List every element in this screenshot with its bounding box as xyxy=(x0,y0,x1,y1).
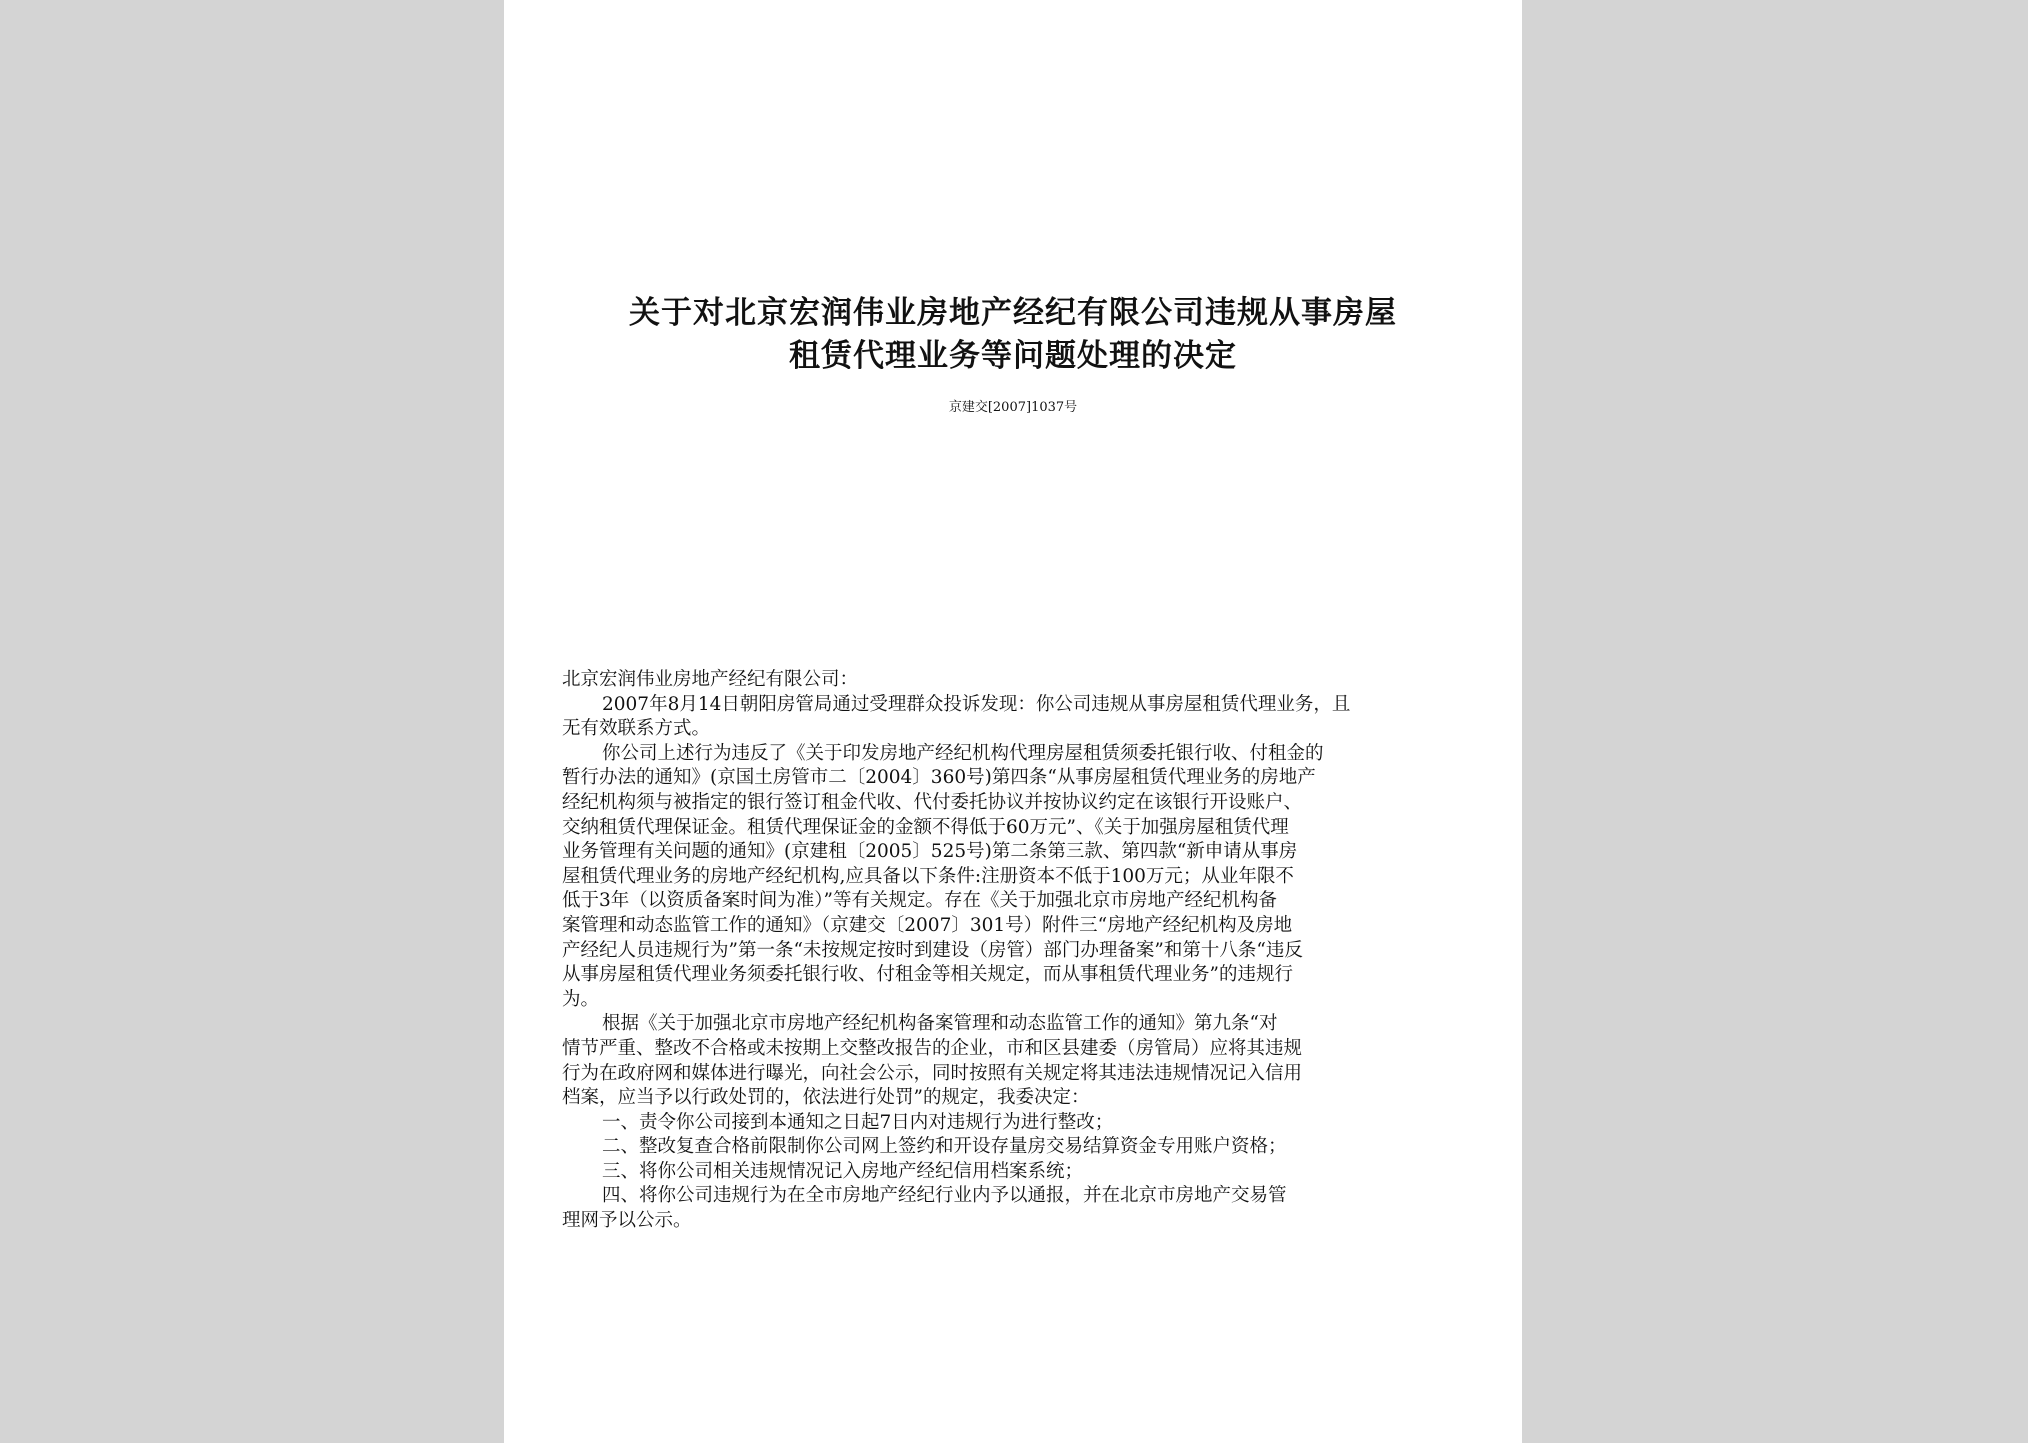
body-line: 无有效联系方式。 xyxy=(562,718,711,740)
body-line: 从事房屋租赁代理业务须委托银行收、付租金等相关规定，而从事租赁代理业务”的违规行 xyxy=(562,964,1293,986)
body-line: 案管理和动态监管工作的通知》（京建交〔2007〕301号）附件三“房地产经纪机构及房地 xyxy=(562,914,1293,936)
body-line: 业务管理有关问题的通知》(京建租〔2005〕525号)第二条第三款、第四款“新申请从事房 xyxy=(562,841,1298,863)
decision-item-4: 四、将你公司违规行为在全市房地产经纪行业内予以通报，并在北京市房地产交易管 xyxy=(602,1185,1287,1207)
body-line: 为。 xyxy=(562,988,600,1010)
document-body xyxy=(562,668,1470,1234)
body-line: 低于3年（以资质备案时间为准）”等有关规定。存在《关于加强北京市房地产经纪机构备 xyxy=(562,890,1277,912)
body-line: 暂行办法的通知》(京国土房管市二〔2004〕360号)第四条“从事房屋租赁代理业务的房地产 xyxy=(562,767,1316,789)
decision-item-3: 三、将你公司相关违规情况记入房地产经纪信用档案系统； xyxy=(602,1160,1084,1182)
decision-item-1: 一、责令你公司接到本通知之日起7日内对违规行为进行整改； xyxy=(602,1111,1114,1133)
body-line: 你公司上述行为违反了《关于印发房地产经纪机构代理房屋租赁须委托银行收、付租金的 xyxy=(602,742,1324,764)
body-line: 经纪机构须与被指定的银行签订租金代收、代付委托协议并按协议约定在该银行开设账户、 xyxy=(562,791,1303,813)
body-line: 行为在政府网和媒体进行曝光，向社会公示，同时按照有关规定将其违法违规情况记入信用 xyxy=(562,1062,1303,1084)
body-line: 情节严重、整改不合格或未按期上交整改报告的企业，市和区县建委（房管局）应将其违规 xyxy=(562,1037,1303,1059)
salutation: 北京宏润伟业房地产经纪有限公司： xyxy=(562,669,859,690)
title-line-2: 租赁代理业务等问题处理的决定 xyxy=(789,338,1237,374)
document-page xyxy=(504,0,1522,1443)
document-title xyxy=(544,292,1482,378)
body-line: 2007年8月14日朝阳房管局通过受理群众投诉发现：你公司违规从事房屋租赁代理业务，且 xyxy=(602,693,1351,715)
body-line: 根据《关于加强北京市房地产经纪机构备案管理和动态监管工作的通知》第九条“对 xyxy=(602,1013,1278,1035)
body-line: 理网予以公示。 xyxy=(562,1210,692,1232)
body-line: 交纳租赁代理保证金。租赁代理保证金的金额不得低于60万元”、《关于加强房屋租赁代理 xyxy=(562,816,1289,838)
body-line: 档案，应当予以行政处罚的，依法进行处罚”的规定，我委决定： xyxy=(562,1087,1090,1109)
body-line: 屋租赁代理业务的房地产经纪机构,应具备以下条件:注册资本不低于100万元；从业年限不 xyxy=(562,865,1294,887)
title-line-1: 关于对北京宏润伟业房地产经纪有限公司违规从事房屋 xyxy=(629,295,1397,331)
decision-item-2: 二、整改复查合格前限制你公司网上签约和开设存量房交易结算资金专用账户资格； xyxy=(602,1136,1287,1158)
document-number: 京建交[2007]1037号 xyxy=(948,400,1078,415)
body-line: 产经纪人员违规行为”第一条“未按规定按时到建设（房管）部门办理备案”和第十八条“违反 xyxy=(562,939,1303,961)
